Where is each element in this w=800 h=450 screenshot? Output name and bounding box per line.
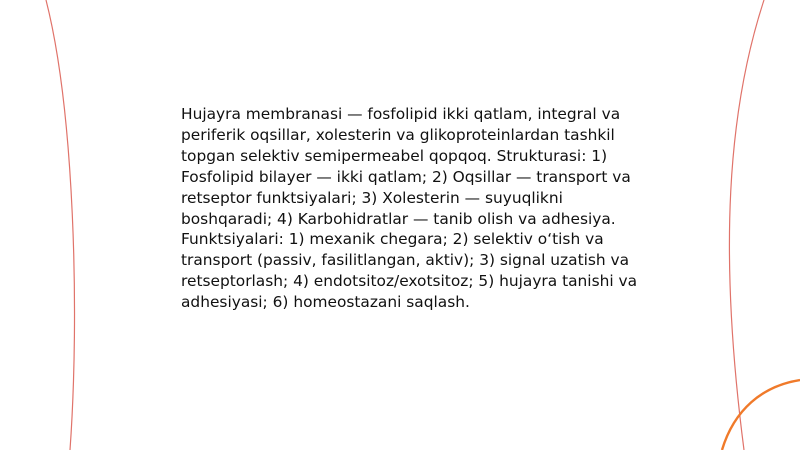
right-curve-line [729, 0, 764, 450]
left-curve-line [46, 0, 75, 450]
slide-body-text: Hujayra membranasi — fosfolipid ikki qatlam, integral va periferik oqsillar, xolesterin va glikoproteinlardan tashkil topgan selektiv semipermeabel qopqoq. Strukturasi: 1) Fosfolipid bilayer — ikki qatlam; 2) Oqsillar — transport va retseptor funktsiyalari; 3) Xolesterin — suyuqlikni boshqaradi; 4) Karbohidratlar — tanib olish va adhesiya. Funktsiyalari: 1) mexanik chegara; 2) selektiv o‘tish va transport (passiv, fasilitlangan, aktiv); 3) signal uzatish va retseptorlash; 4) endotsitoz/exotsitoz; 5) hujayra tanishi va adhesiyasi; 6) homeostazani saqlash. [181, 105, 638, 312]
orange-accent-arc [722, 380, 800, 450]
